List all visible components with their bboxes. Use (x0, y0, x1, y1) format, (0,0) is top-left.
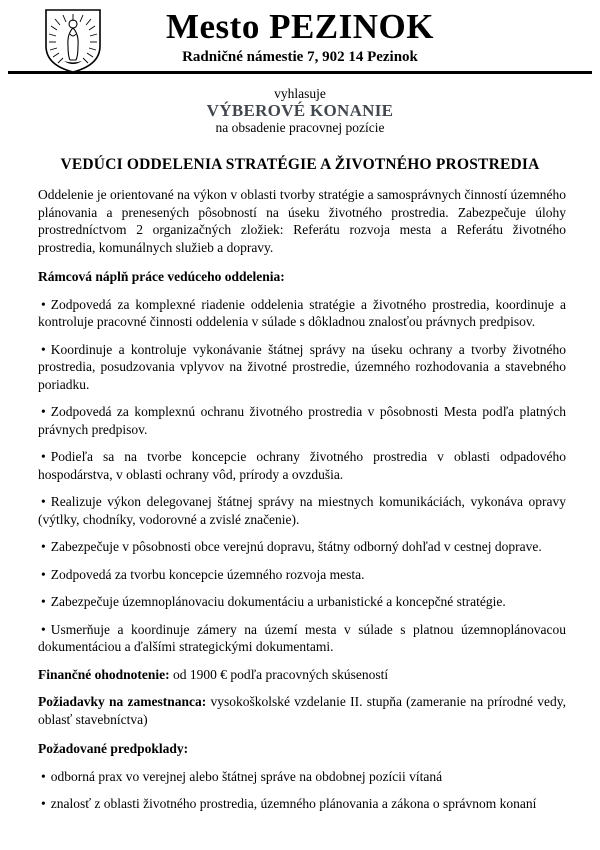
duty-item (38, 493, 566, 528)
salary-line (38, 666, 566, 684)
duty-text: Zodpovedá za tvorbu koncepcie územného rozvoja mesta. (50, 566, 365, 582)
bullet-marker: • (41, 341, 46, 357)
duty-text: Zodpovedá za komplexné riadenie oddelenia stratégie a životného prostredia, koordinuje a kontroluje pracovné činnosti oddelenia v súlade s dôkladnou znalosťou právnych predpisov. (38, 296, 566, 329)
document-header (0, 0, 600, 74)
bullet-marker: • (41, 296, 46, 312)
duty-item (38, 621, 566, 656)
duty-item (38, 538, 566, 556)
duty-text: Zodpovedá za komplexnú ochranu životného prostredia v pôsobnosti Mesta podľa platných právnych predpisov. (38, 404, 566, 437)
intro-paragraph: Oddelenie je orientované na výkon v oblasti tvorby stratégie a samosprávnych činností územného plánovania a prenesených pôsobností na úseku životného prostredia. Zabezpečuje úlohy prostredníctvom 2 organizačných zložiek: Referátu rozvoja mesta a Referátu životného prostredia, komunálnych služieb a dopravy. (38, 187, 566, 255)
duty-item (38, 566, 566, 584)
duties-list (38, 296, 566, 656)
bullet-marker: • (41, 404, 46, 419)
duty-text: Zabezpečuje územnoplánovaciu dokumentáciu a urbanistické a koncepčné stratégie. (50, 594, 506, 609)
prerequisites-list (38, 768, 566, 813)
org-address: Radničné námestie 7, 902 14 Pezinok (182, 49, 418, 65)
duty-item (38, 341, 566, 394)
duty-item (38, 448, 566, 483)
bullet-marker: • (41, 539, 46, 554)
duty-text: Podieľa sa na tvorbe koncepcie ochrany životného prostredia v oblasti odpadového hospodárstva, v oblasti ochrany vôd, prírody a ovzdušia. (38, 449, 566, 482)
requirements-label: Požiadavky na zamestnanca: (38, 694, 207, 709)
bullet-marker: • (41, 768, 46, 784)
duties-heading: Rámcová náplň práce vedúceho oddelenia: (38, 269, 285, 284)
salary-value: od 1900 € podľa pracovných skúseností (173, 666, 389, 682)
announce-verb: vyhlasuje (274, 86, 326, 101)
requirements-value: vysokoškolské vzdelanie II. stupňa (zameranie na prírodné vedy, oblasť stavebníctva) (38, 694, 567, 727)
prerequisite-text: znalosť z oblasti životného prostredia, územného plánovania a zákona o správnom konaní (50, 796, 537, 811)
duty-item (38, 403, 566, 438)
bullet-marker: • (41, 494, 46, 509)
bullet-marker: • (41, 796, 46, 811)
bullet-marker: • (41, 621, 46, 637)
prerequisite-item (38, 768, 566, 786)
prerequisites-heading: Požadované predpoklady: (38, 741, 189, 756)
position-title: VEDÚCI ODDELENIA STRATÉGIE A ŽIVOTNÉHO PROSTREDIA (60, 156, 540, 173)
duty-text: Realizuje výkon delegovanej štátnej správy na miestnych komunikáciách, vykonáva opravy (výtlky, chodníky, vodorovné a zvislé značenie). (38, 494, 566, 527)
duty-item (38, 593, 566, 611)
duty-text: Usmerňuje a koordinuje zámery na území mesta v súlade s platnou územnoplánovacou dokumentáciou a ďalšími strategickými dokumentami. (38, 621, 566, 654)
prerequisite-item (38, 795, 566, 813)
announcement-block (0, 86, 600, 136)
pezinok-coat-of-arms-icon (40, 8, 106, 74)
bullet-marker: • (41, 594, 46, 609)
document-body (0, 186, 600, 813)
duty-text: Zabezpečuje v pôsobnosti obce verejnú dopravu, štátny odborný dohľad v cestnej doprave. (50, 539, 542, 554)
announce-subtitle: na obsadenie pracovnej pozície (215, 120, 385, 135)
salary-label: Finančné ohodnotenie: (38, 666, 170, 682)
org-name: Mesto PEZINOK (165, 7, 434, 46)
prerequisite-text: odborná prax vo verejnej alebo štátnej správe na obdobnej pozícii vítaná (50, 768, 443, 784)
requirements-line (38, 693, 566, 728)
announce-title: VÝBEROVÉ KONANIE (206, 101, 394, 120)
bullet-marker: • (41, 566, 46, 582)
duty-text: Koordinuje a kontroluje vykonávanie štátnej správy na úseku ochrany a tvorby životného prostredia, posudzovania vplyvov na životné prostredie, územného rozhodovania a stavebného poriadku. (38, 341, 566, 392)
duty-item (38, 296, 566, 331)
bullet-marker: • (41, 449, 46, 464)
